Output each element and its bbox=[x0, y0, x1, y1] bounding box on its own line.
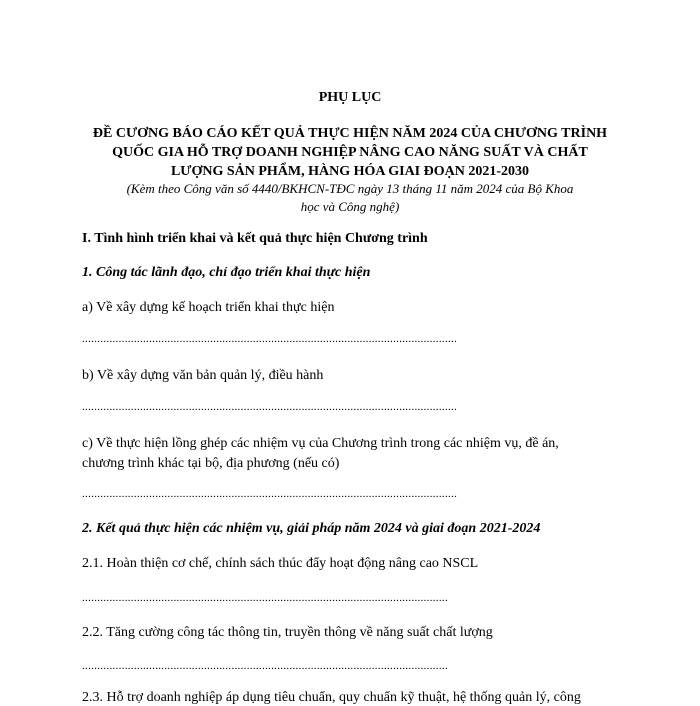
dotted-line: ........................................................................................................................... bbox=[82, 333, 458, 345]
section-heading-1: I. Tình hình triển khai và kết quả thực hiện Chương trình bbox=[82, 231, 428, 246]
attachment-note bbox=[80, 180, 620, 216]
dotted-line: ........................................................................................................................... bbox=[82, 488, 458, 500]
dotted-line: ........................................................................................................................... bbox=[82, 401, 458, 413]
item-c-line2: chương trình khác tại bộ, địa phương (nếu có) bbox=[82, 456, 340, 471]
item-2-2: 2.2. Tăng cường công tác thông tin, truyền thông về năng suất chất lượng bbox=[82, 625, 493, 640]
item-2-3: 2.3. Hỗ trợ doanh nghiệp áp dụng tiêu chuẩn, quy chuẩn kỹ thuật, hệ thống quản lý, công bbox=[82, 690, 581, 705]
attachment-line: học và Công nghệ) bbox=[300, 199, 400, 214]
item-a: a) Về xây dựng kế hoạch triển khai thực hiện bbox=[82, 300, 335, 315]
subsection-heading-2: 2. Kết quả thực hiện các nhiệm vụ, giải pháp năm 2024 và giai đoạn 2021-2024 bbox=[82, 521, 541, 536]
heading-line: LƯỢNG SẢN PHẨM, HÀNG HÓA GIAI ĐOẠN 2021-2030 bbox=[170, 164, 530, 179]
document-heading bbox=[80, 124, 620, 181]
item-2-1: 2.1. Hoàn thiện cơ chế, chính sách thúc đẩy hoạt động nâng cao NSCL bbox=[82, 556, 479, 571]
subsection-heading-1: 1. Công tác lãnh đạo, chỉ đạo triển khai thực hiện bbox=[82, 265, 371, 280]
item-b: b) Về xây dựng văn bản quản lý, điều hành bbox=[82, 368, 324, 383]
item-c-line1: c) Về thực hiện lồng ghép các nhiệm vụ của Chương trình trong các nhiệm vụ, đề án, bbox=[82, 436, 559, 451]
heading-line: QUỐC GIA HỖ TRỢ DOANH NGHIỆP NÂNG CAO NĂNG SUẤT VÀ CHẤT bbox=[112, 145, 588, 160]
attachment-line: (Kèm theo Công văn số 4440/BKHCN-TĐC ngày 13 tháng 11 năm 2024 của Bộ Khoa bbox=[126, 181, 574, 196]
dotted-line: ........................................................................................................................ bbox=[82, 660, 448, 672]
dotted-line: ........................................................................................................................ bbox=[82, 592, 448, 604]
heading-line: ĐỀ CƯƠNG BÁO CÁO KẾT QUẢ THỰC HIỆN NĂM 2024 CỦA CHƯƠNG TRÌNH bbox=[92, 126, 608, 141]
document-title: PHỤ LỤC bbox=[318, 90, 382, 105]
